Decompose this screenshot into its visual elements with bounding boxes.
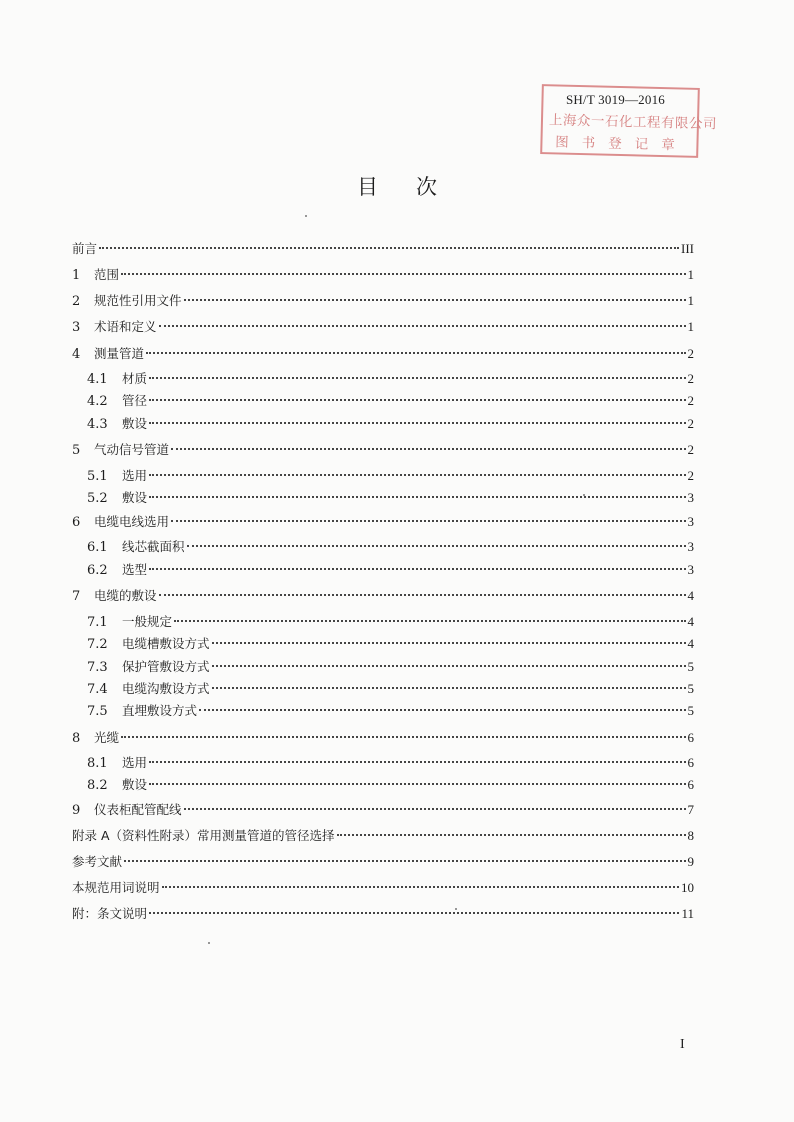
toc-leader-dots <box>149 496 685 498</box>
toc-leader-dots <box>187 545 686 547</box>
toc-leader-dots <box>184 808 686 810</box>
toc-entry-label: 线芯截面积 <box>122 539 185 554</box>
footer-page-number: I <box>680 1037 685 1052</box>
toc-entry-number: 7.1 <box>87 615 108 630</box>
toc-leader-dots <box>149 568 685 570</box>
toc-entry-page: 2 <box>687 416 694 431</box>
toc-leader-dots <box>149 422 685 424</box>
toc-leader-dots <box>149 377 685 379</box>
toc-entry[interactable] <box>87 369 694 389</box>
toc-entry-label: 参考文献 <box>72 854 123 869</box>
toc-entry[interactable] <box>72 291 694 311</box>
toc-entry-page: 2 <box>687 468 694 483</box>
toc-entry-number: 1 <box>72 268 81 283</box>
toc-entry-label: 前言 <box>72 241 98 256</box>
toc-leader-dots <box>337 834 686 836</box>
toc-leader-dots <box>149 912 679 914</box>
toc-entry[interactable] <box>72 512 694 532</box>
toc-entry-label: 气动信号管道 <box>94 442 170 457</box>
toc-entry[interactable] <box>72 344 694 364</box>
toc-entry-page: 3 <box>687 539 694 554</box>
toc-entry-number: 5.2 <box>87 491 108 506</box>
toc-entry-page: 5 <box>687 681 694 696</box>
toc-entry-number: 8.2 <box>87 778 108 793</box>
toc-entry-number: 7.2 <box>87 637 108 652</box>
library-stamp <box>540 84 718 158</box>
toc-entry[interactable] <box>87 414 694 434</box>
toc-entry[interactable] <box>72 317 694 337</box>
standard-code: SH/T 3019—2016 <box>566 92 665 107</box>
toc-entry-label: 选用 <box>122 468 148 483</box>
toc-entry-page: 3 <box>687 514 694 529</box>
toc-entry-page: 11 <box>681 906 694 921</box>
toc-entry[interactable] <box>87 466 694 486</box>
toc-entry[interactable] <box>87 560 694 580</box>
toc-entry-number: 8.1 <box>87 756 108 771</box>
toc-entry-number: 5.1 <box>87 469 108 484</box>
toc-entry[interactable] <box>72 904 694 924</box>
toc-entry-label: 仪表柜配管配线 <box>94 802 182 817</box>
toc-entry-number: 4.1 <box>87 372 108 387</box>
toc-leader-dots <box>149 399 685 401</box>
toc-leader-dots <box>99 247 679 249</box>
toc-entry-page: 2 <box>687 442 694 457</box>
scan-speck <box>305 215 307 217</box>
scan-speck <box>583 494 585 496</box>
toc-leader-dots <box>212 665 686 667</box>
toc-entry-number: 4 <box>72 347 81 362</box>
toc-entry-page: 4 <box>687 614 694 629</box>
toc-entry-page: 6 <box>687 777 694 792</box>
toc-entry-number: 7.3 <box>87 660 108 675</box>
toc-entry-page: III <box>681 241 694 256</box>
toc-entry[interactable] <box>72 800 694 820</box>
toc-entry-label: 管径 <box>122 393 148 408</box>
toc-entry-page: 7 <box>687 802 694 817</box>
toc-leader-dots <box>212 687 686 689</box>
toc-entry-label: 电缆的敷设 <box>94 588 157 603</box>
page-title: 目次 <box>357 175 475 199</box>
toc-entry-label: 选用 <box>122 755 148 770</box>
toc-entry-number: 9 <box>72 803 81 818</box>
toc-entry-number: 7.4 <box>87 682 108 697</box>
toc-entry[interactable] <box>87 634 694 654</box>
toc-leader-dots <box>121 273 685 275</box>
toc-entry-page: 4 <box>687 588 694 603</box>
toc-entry-number: 4.3 <box>87 417 108 432</box>
toc-entry-page: 2 <box>687 371 694 386</box>
toc-entry[interactable] <box>72 586 694 606</box>
scan-speck <box>208 942 210 944</box>
toc-entry-label: 测量管道 <box>94 346 145 361</box>
toc-entry-number: 8 <box>72 731 81 746</box>
toc-entry-label: 电缆沟敷设方式 <box>122 681 210 696</box>
toc-leader-dots <box>162 886 679 888</box>
toc-entry[interactable] <box>87 657 694 677</box>
toc-entry-page: 4 <box>687 636 694 651</box>
toc-entry-number: 3 <box>72 320 81 335</box>
toc-entry[interactable] <box>72 440 694 460</box>
toc-entry[interactable] <box>72 728 694 748</box>
toc-leader-dots <box>159 325 686 327</box>
toc-entry-page: 3 <box>687 562 694 577</box>
toc-entry-page: 8 <box>687 828 694 843</box>
toc-entry[interactable] <box>72 826 694 846</box>
toc-entry-label: 敷设 <box>122 490 148 505</box>
stamp-company-name: 上海众一石化工程有限公司 <box>548 112 718 133</box>
toc-entry-number: 6.2 <box>87 563 108 578</box>
toc-entry[interactable] <box>87 775 694 795</box>
toc-entry-label: 敷设 <box>122 777 148 792</box>
toc-leader-dots <box>159 594 686 596</box>
toc-entry-page: 10 <box>681 880 694 895</box>
toc-entry-label: 术语和定义 <box>94 319 157 334</box>
toc-entry-label: 本规范用词说明 <box>72 880 160 895</box>
toc-entry-label: 材质 <box>122 371 148 386</box>
toc-leader-dots <box>149 761 685 763</box>
scan-speck <box>455 908 457 910</box>
toc-entry[interactable] <box>87 537 694 557</box>
toc-entry[interactable] <box>72 852 694 872</box>
toc-entry-label: 规范性引用文件 <box>94 293 182 308</box>
toc-entry[interactable] <box>72 239 694 259</box>
toc-entry-label: 一般规定 <box>122 614 173 629</box>
toc-entry[interactable] <box>87 753 694 773</box>
toc-entry-label: 光缆 <box>94 730 120 745</box>
toc-entry-number: 7.5 <box>87 704 108 719</box>
toc-entry-page: 6 <box>687 730 694 745</box>
toc-entry-page: 2 <box>687 346 694 361</box>
toc-entry-page: 6 <box>687 755 694 770</box>
toc-entry-label: 电缆槽敷设方式 <box>122 636 210 651</box>
stamp-label: 图书登记章 <box>555 134 688 154</box>
toc-entry-label: 范围 <box>94 267 120 282</box>
toc-entry-number: 2 <box>72 294 81 309</box>
toc-entry-label: 敷设 <box>122 416 148 431</box>
toc-leader-dots <box>149 783 685 785</box>
toc-entry[interactable] <box>87 679 694 699</box>
toc-entry-number: 6.1 <box>87 540 108 555</box>
toc-entry[interactable] <box>87 701 694 721</box>
toc-entry[interactable] <box>87 612 694 632</box>
toc-leader-dots <box>171 448 685 450</box>
toc-entry[interactable] <box>87 391 694 411</box>
toc-entry-label: 直埋敷设方式 <box>122 703 198 718</box>
toc-entry-label: 附：条文说明 <box>72 906 148 921</box>
toc-entry-number: 6 <box>72 515 81 530</box>
toc-leader-dots <box>199 709 685 711</box>
toc-entry-label: 附录 A（资料性附录）常用测量管道的管径选择 <box>72 828 335 843</box>
toc-entry-page: 1 <box>687 293 694 308</box>
toc-entry[interactable] <box>72 265 694 285</box>
toc-leader-dots <box>121 736 685 738</box>
toc-entry-label: 保护管敷设方式 <box>122 659 210 674</box>
toc-entry-number: 5 <box>72 443 81 458</box>
toc-leader-dots <box>184 299 686 301</box>
toc-entry-page: 3 <box>687 490 694 505</box>
toc-leader-dots <box>146 352 685 354</box>
toc-leader-dots <box>212 642 686 644</box>
toc-entry-page: 2 <box>687 393 694 408</box>
toc-entry-number: 7 <box>72 589 81 604</box>
toc-leader-dots <box>174 620 685 622</box>
toc-entry-label: 选型 <box>122 562 148 577</box>
toc-entry-page: 1 <box>687 267 694 282</box>
toc-leader-dots <box>171 520 685 522</box>
toc-entry-page: 1 <box>687 319 694 334</box>
toc-entry-page: 9 <box>687 854 694 869</box>
toc-entry-number: 4.2 <box>87 394 108 409</box>
toc-leader-dots <box>149 474 685 476</box>
toc-entry-label: 电缆电线选用 <box>94 514 170 529</box>
toc-leader-dots <box>124 860 685 862</box>
toc-entry[interactable] <box>87 488 694 508</box>
toc-entry-page: 5 <box>687 659 694 674</box>
toc-entry[interactable] <box>72 878 694 898</box>
toc-entry-page: 5 <box>687 703 694 718</box>
